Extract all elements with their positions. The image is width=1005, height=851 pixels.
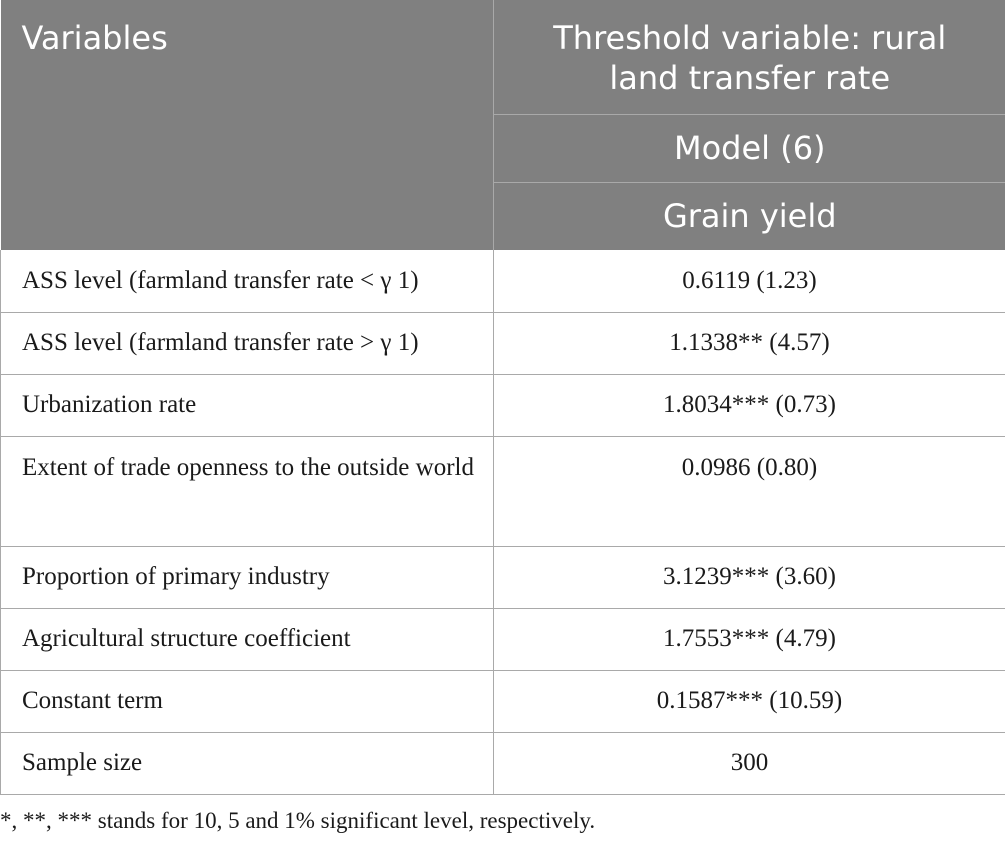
row-label: Sample size xyxy=(1,732,494,794)
row-label: Proportion of primary industry xyxy=(1,546,494,608)
row-label: Urbanization rate xyxy=(1,374,494,436)
table-row xyxy=(1,732,1005,794)
variables-column-header: Variables xyxy=(1,0,494,250)
threshold-variable-header: Threshold variable: rural land transfer rate xyxy=(494,0,1005,114)
table-row xyxy=(1,608,1005,670)
significance-footnote: *, **, *** stands for 10, 5 and 1% significant level, respectively. xyxy=(0,808,596,833)
row-label: ASS level (farmland transfer rate < γ 1) xyxy=(1,250,494,312)
row-label: Extent of trade openness to the outside world xyxy=(1,436,494,546)
row-value: 3.1239*** (3.60) xyxy=(494,546,1005,608)
table-row xyxy=(1,670,1005,732)
row-value: 300 xyxy=(494,732,1005,794)
row-value: 0.6119 (1.23) xyxy=(494,250,1005,312)
row-value: 0.0986 (0.80) xyxy=(494,436,1005,546)
table-row xyxy=(1,250,1005,312)
row-value: 0.1587*** (10.59) xyxy=(494,670,1005,732)
table-header xyxy=(1,0,1005,250)
row-value: 1.1338** (4.57) xyxy=(494,312,1005,374)
row-value: 1.8034*** (0.73) xyxy=(494,374,1005,436)
row-label: ASS level (farmland transfer rate > γ 1) xyxy=(1,312,494,374)
table-row xyxy=(1,312,1005,374)
row-label: Agricultural structure coefficient xyxy=(1,608,494,670)
dependent-variable-header: Grain yield xyxy=(494,182,1005,250)
table-body xyxy=(1,250,1005,794)
model-header: Model (6) xyxy=(494,114,1005,182)
table-row xyxy=(1,436,1005,546)
row-label: Constant term xyxy=(1,670,494,732)
table-row xyxy=(1,374,1005,436)
table-row xyxy=(1,546,1005,608)
row-value: 1.7553*** (4.79) xyxy=(494,608,1005,670)
